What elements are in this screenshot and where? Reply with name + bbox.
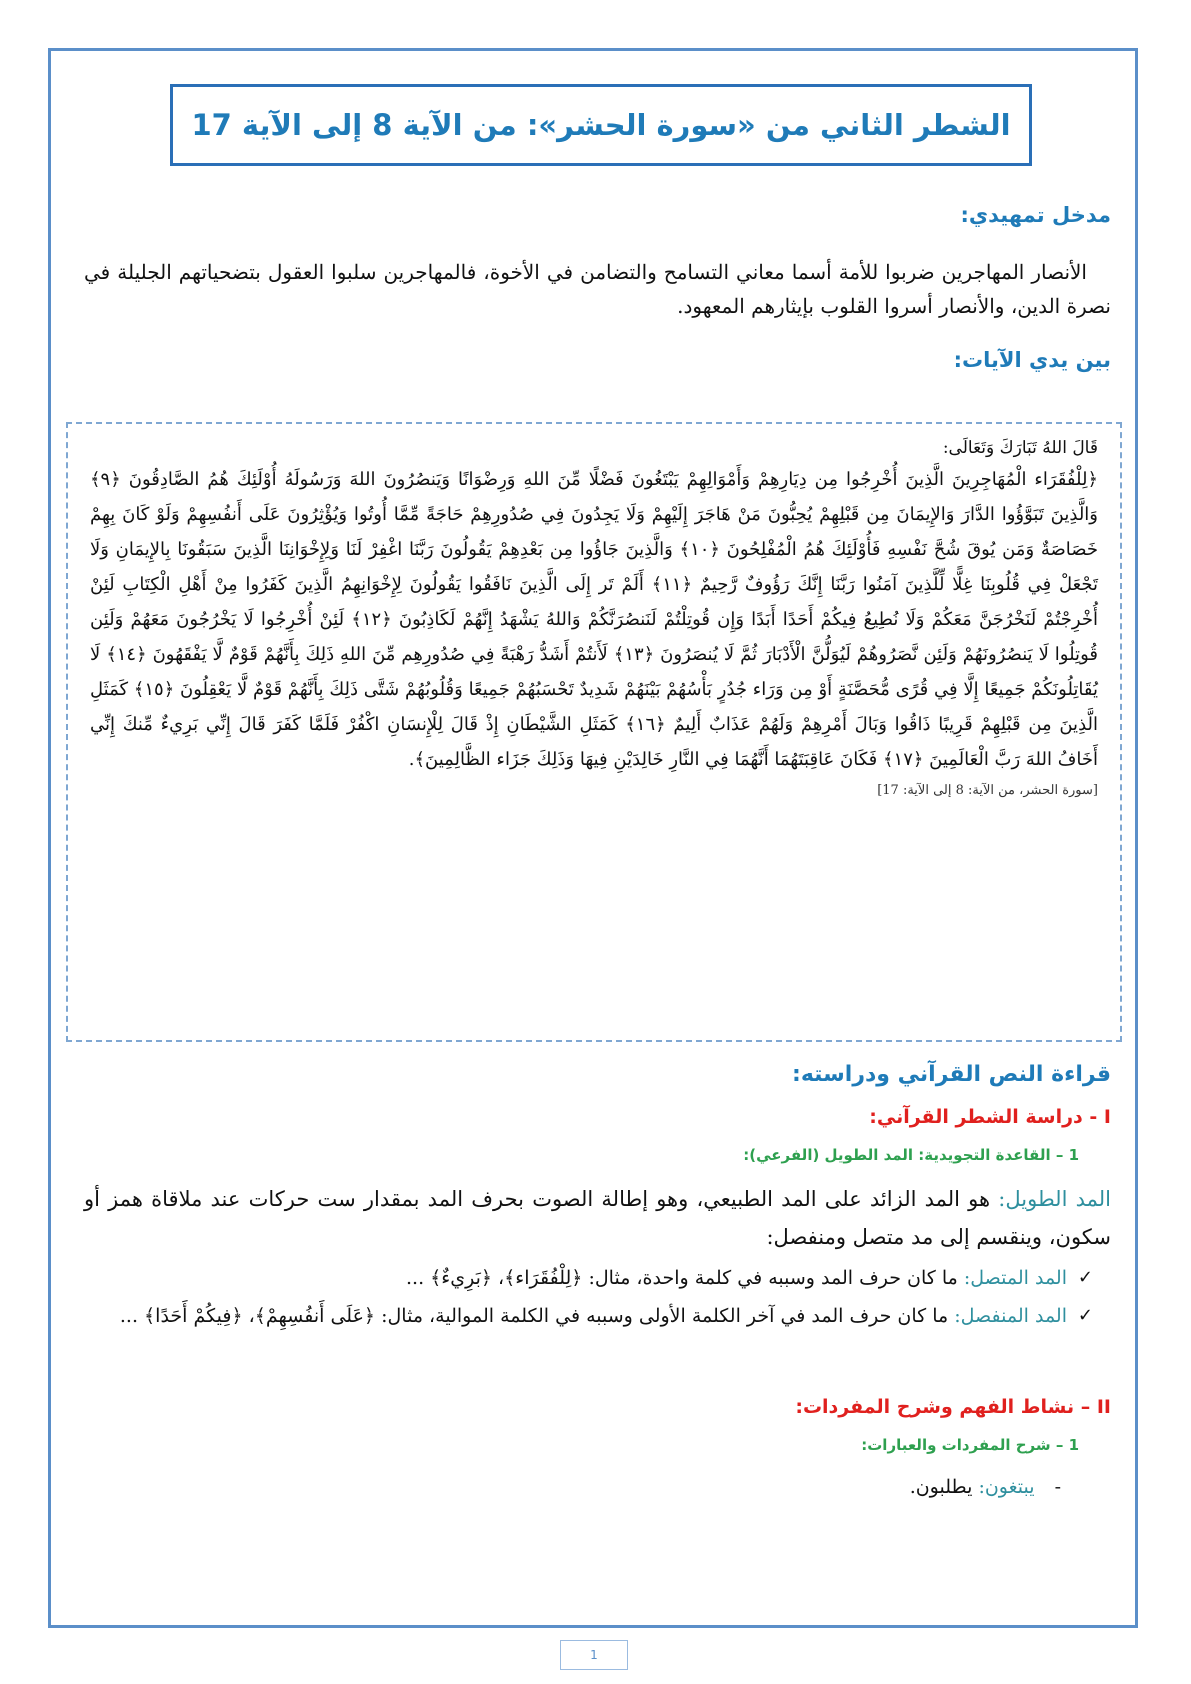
verses-source: [سورة الحشر، من الآية: 8 إلى الآية: 17] <box>877 783 1098 798</box>
vocab-item <box>910 1476 1061 1498</box>
long-madd-definition <box>84 1180 1111 1256</box>
intro-heading: مدخل تمهيدي: <box>960 203 1111 227</box>
bullet2-text: ما كان حرف المد في آخر الكلمة الأولى وسببه في الكلمة الموالية، مثال: ﴿عَلَى أَنفُسِهِمْ﴾، ﴿فِيكُمْ أَحَدًا﴾ ... <box>119 1305 955 1327</box>
vocab1-def: يطلبون. <box>909 1476 979 1498</box>
bullet1-text: ما كان حرف المد وسببه في كلمة واحدة، مثال: ﴿لِلْفُقَرَاء﴾، ﴿بَرِيءٌ﴾ ... <box>406 1267 964 1289</box>
section2-title: II – نشاط الفهم وشرح المفردات: <box>795 1396 1111 1418</box>
verses-text: ﴿لِلْفُقَرَاء الْمُهَاجِرِينَ الَّذِينَ أُخْرِجُوا مِن دِيَارِهِمْ وَأَمْوَالِهِمْ يَبْتَغُونَ فَضْلًا مِّنَ اللهِ وَرِضْوَانًا وَيَنصُرُونَ اللهَ وَرَسُولَهُ أُوْلَئِكَ هُمُ الصَّادِقُونَ ﴿٩﴾ وَالَّذِينَ تَبَوَّؤُوا الدَّارَ وَالإِيمَانَ مِن قَبْلِهِمْ يُحِبُّونَ مَنْ هَاجَرَ إِلَيْهِمْ وَلَا يَجِدُونَ فِي صُدُورِهِمْ حَاجَةً مِّمَّا أُوتُوا وَيُؤْثِرُونَ عَلَى أَنفُسِهِمْ وَلَوْ كَانَ بِهِمْ خَصَاصَةٌ وَمَن يُوقَ شُحَّ نَفْسِهِ فَأُوْلَئِكَ هُمُ الْمُفْلِحُونَ ﴿١٠﴾ وَالَّذِينَ جَاؤُوا مِن بَعْدِهِمْ يَقُولُونَ رَبَّنَا اغْفِرْ لَنَا وَلِإِخْوَانِنَا الَّذِينَ سَبَقُونَا بِالإِيمَانِ وَلَا تَجْعَلْ فِي قُلُوبِنَا غِلًّا لِّلَّذِينَ آمَنُوا رَبَّنَا إِنَّكَ رَؤُوفٌ رَّحِيمٌ ﴿١١﴾ أَلَمْ تَر إِلَى الَّذِينَ نَافَقُوا يَقُولُونَ لِإِخْوَانِهِمُ الَّذِينَ كَفَرُوا مِنْ أَهْلِ الْكِتَابِ لَئِنْ أُخْرِجْتُمْ لَنَخْرُجَنَّ مَعَكُمْ وَلَا نُطِيعُ فِيكُمْ أَحَدًا أَبَدًا وَإِن قُوتِلْتُمْ لَنَنصُرَنَّكُمْ وَاللهُ يَشْهَدُ إِنَّهُمْ لَكَاذِبُونَ ﴿١٢﴾ لَئِنْ أُخْرِجُوا لَا يَخْرُجُونَ مَعَهُمْ وَلَئِن قُوتِلُوا لَا يَنصُرُونَهُمْ وَلَئِن نَّصَرُوهُمْ لَيُوَلُّنَّ الْأَدْبَارَ ثُمَّ لَا يُنصَرُونَ ﴿١٣﴾ لَأَنتُمْ أَشَدُّ رَهْبَةً فِي صُدُورِهِم مِّنَ اللهِ ذَلِكَ بِأَنَّهُمْ قَوْمٌ لَّا يَفْقَهُونَ ﴿١٤﴾ لَا يُقَاتِلُونَكُمْ جَمِيعًا إِلَّا فِي قُرًى مُّحَصَّنَةٍ أَوْ مِن وَرَاء جُدُرٍ بَأْسُهُمْ بَيْنَهُمْ شَدِيدٌ تَحْسَبُهُمْ جَمِيعًا وَقُلُوبُهُمْ شَتَّى ذَلِكَ بِأَنَّهُمْ قَوْمٌ لَّا يَعْقِلُونَ ﴿١٥﴾ كَمَثَلِ الَّذِينَ مِن قَبْلِهِمْ قَرِيبًا ذَاقُوا وَبَالَ أَمْرِهِمْ وَلَهُمْ عَذَابٌ أَلِيمٌ ﴿١٦﴾ كَمَثَلِ الشَّيْطَانِ إِذْ قَالَ لِلْإِنسَانِ اكْفُرْ فَلَمَّا كَفَرَ قَالَ إِنِّي بَرِيءٌ مِّنكَ إِنِّي أَخَافُ اللهَ رَبَّ الْعَالَمِينَ ﴿١٧﴾ فَكَانَ عَاقِبَتَهُمَا أَنَّهُمَا فِي النَّارِ خَالِدَيْنِ فِيهَا وَذَلِكَ جَزَاء الظَّالِمِينَ﴾. <box>90 469 1099 770</box>
long-madd-term: المد الطويل: <box>998 1187 1111 1211</box>
verses-heading: بين يدي الآيات: <box>953 348 1111 372</box>
long-madd-def: هو المد الزائد على المد الطبيعي، وهو إطالة الصوت بحرف المد بمقدار ست حركات عند ملاقاة همز أو سكون، وينقسم إلى مد متصل ومنفصل: <box>84 1187 1111 1249</box>
vocab-title: 1 – شرح المفردات والعبارات: <box>861 1436 1079 1454</box>
reading-heading: قراءة النص القرآني ودراسته: <box>792 1062 1111 1087</box>
intro-text: الأنصار المهاجرين ضربوا للأمة أسما معاني التسامح والتضامن في الأخوة، فالمهاجرين سلبوا العقول بتضحياتهم الجليلة في نصرة الدين، والأنصار أسروا القلوب بإيثارهم المعهود. <box>84 260 1111 318</box>
page-title: الشطر الثاني من «سورة الحشر»: من الآية 8 إلى الآية 17 <box>191 108 1011 142</box>
bullet2-term: المد المنفصل: <box>954 1305 1067 1327</box>
bullet-connected-madd <box>84 1260 1093 1296</box>
check-icon: ✓ <box>1077 1305 1093 1326</box>
verses-intro: قَالَ اللهُ تَبَارَكَ وَتَعَالَى: <box>942 438 1098 458</box>
verses-box <box>66 422 1122 1042</box>
bullet1-term: المد المتصل: <box>963 1267 1067 1289</box>
section1-title: I - دراسة الشطر القرآني: <box>869 1106 1111 1128</box>
page-number: 1 <box>560 1640 628 1670</box>
bullet-separated-madd <box>84 1298 1093 1334</box>
vocab1-term: يبتغون: <box>978 1476 1035 1498</box>
tajweed-rule-title: 1 – القاعدة التجويدية: المد الطويل (الفرعي): <box>743 1146 1079 1164</box>
check-icon: ✓ <box>1077 1267 1093 1288</box>
dash-icon: - <box>1054 1476 1061 1498</box>
title-box <box>170 84 1032 166</box>
